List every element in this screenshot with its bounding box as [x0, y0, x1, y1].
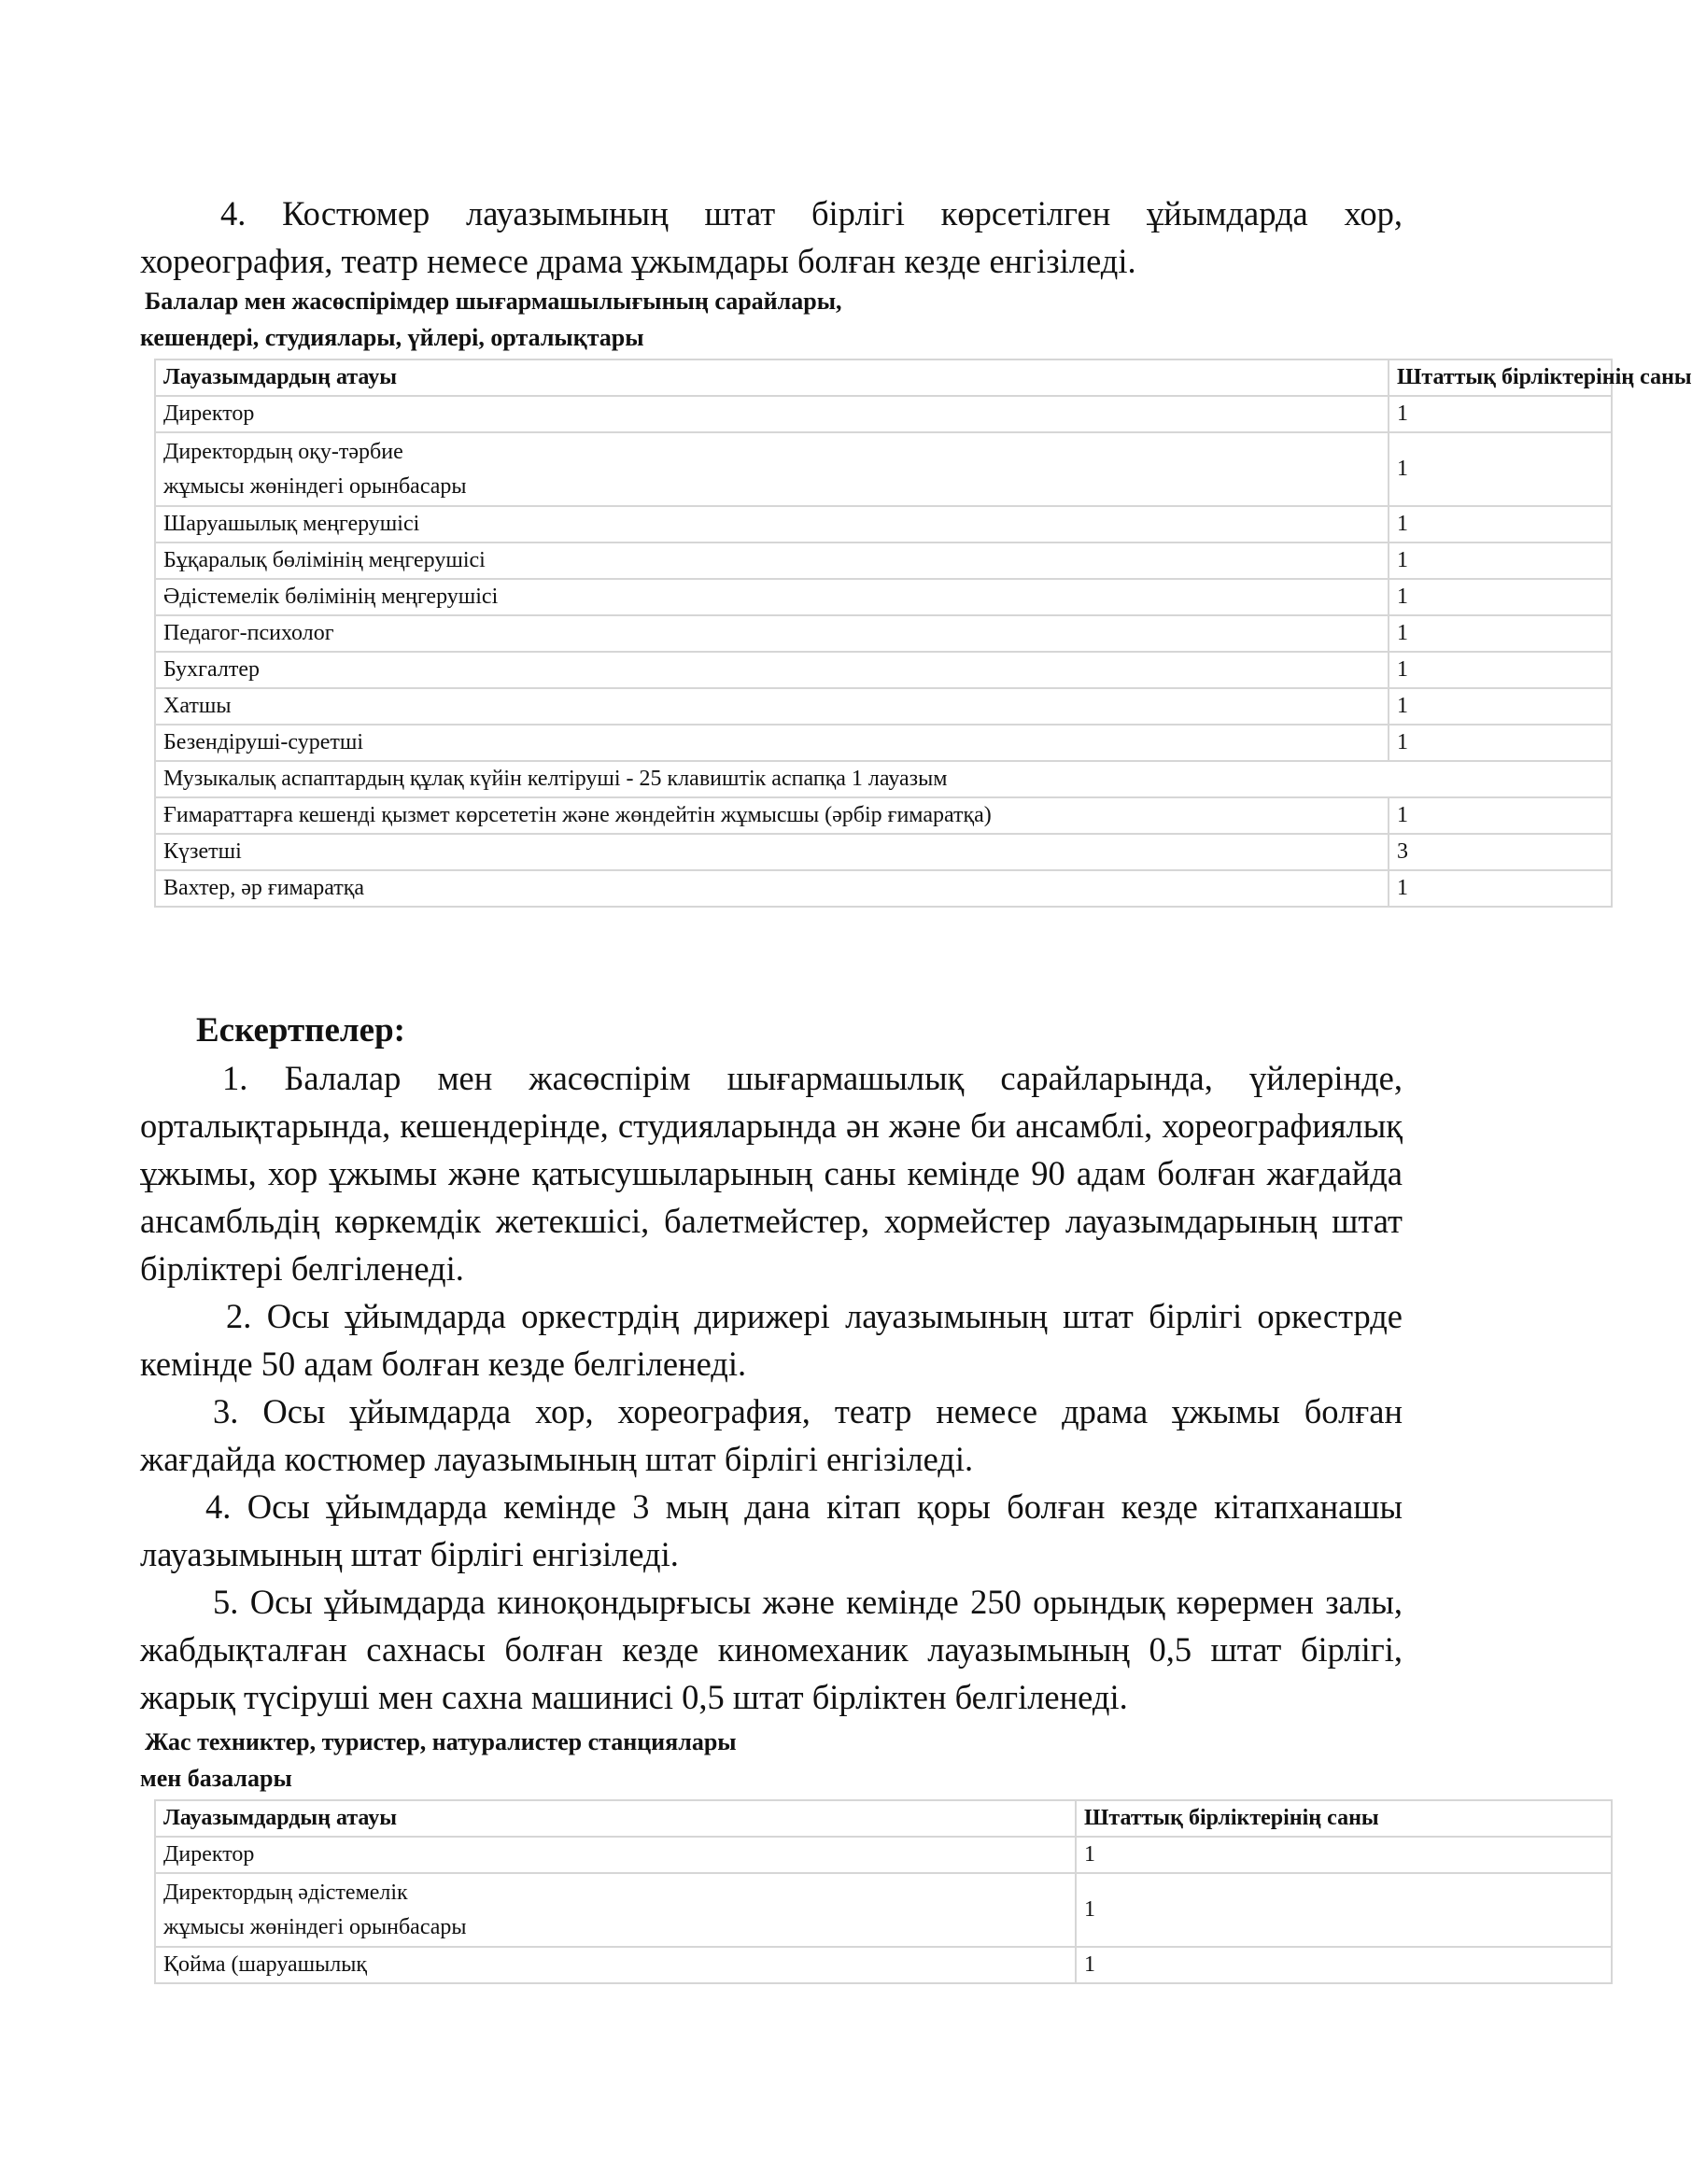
- position-count: 1: [1389, 542, 1612, 579]
- table-row: [155, 870, 1612, 907]
- position-count: 1: [1076, 1947, 1612, 1983]
- column-header-count: Штаттық бірліктерінің саны: [1389, 359, 1612, 396]
- position-name: Күзетші: [155, 834, 1389, 870]
- table-row: [155, 396, 1612, 432]
- position-count: 1: [1389, 432, 1612, 506]
- table-row: [155, 725, 1612, 761]
- intro-paragraph: 4. Костюмер лауазымының штат бірлігі көрсетілген ұйымдарда хор, хореография, театр немесе драма ұжымдары болған кезде енгізіледі.: [140, 194, 1403, 280]
- position-name: Безендіруші-суретші: [155, 725, 1389, 761]
- column-header-position: Лауазымдардың атауы: [155, 1800, 1076, 1837]
- staff-table-stations: [154, 1799, 1613, 1984]
- position-name-line1: Директордың оқу-тәрбие: [163, 439, 403, 464]
- note-item-2: 2. Осы ұйымдарда оркестрдің дирижері лауазымының штат бірлігі оркестрде кемінде 50 адам болған кезде белгіленеді.: [140, 1297, 1403, 1383]
- table-header-row: [155, 359, 1612, 396]
- position-count: 1: [1389, 688, 1612, 725]
- position-count: 1: [1389, 797, 1612, 834]
- note-item-5: 5. Осы ұйымдарда киноқондырғысы және кемінде 250 орындық көрермен залы, жабдықталған сахнасы болған кезде киномеханик лауазымының 0,5 штат бірлігі, жарық түсіруші мен сахна машинисі 0,5 штат бірліктен белгіленеді.: [140, 1583, 1403, 1716]
- column-header-position: Лауазымдардың атауы: [155, 359, 1389, 396]
- note-item-3: 3. Осы ұйымдарда хор, хореография, театр немесе драма ұжымы болған жағдайда костюмер лауазымының штат бірлігі енгізіледі.: [140, 1392, 1403, 1478]
- position-name: Ғимараттарға кешенді қызмет көрсететін және жөндейтін жұмысшы (әрбір ғимаратқа): [155, 797, 1389, 834]
- position-name: Шаруашылық меңгерушісі: [155, 506, 1389, 542]
- table-row: [155, 506, 1612, 542]
- note-item-1: 1. Балалар мен жасөспірім шығармашылық сарайларында, үйлерінде, орталықтарында, кешендерінде, студияларында ән және би ансамблі, хореографиялық ұжымы, хор ұжымы және қатысушыларының саны кемінде 90 адам болған жағдайда ансамбльдің көркемдік жетекшісі, балетмейстер, хормейстер лауазымдарының штат бірліктері белгіленеді.: [140, 1059, 1403, 1288]
- table-row: [155, 652, 1612, 688]
- position-name: Вахтер, әр ғимаратқа: [155, 870, 1389, 907]
- position-count: 1: [1076, 1837, 1612, 1873]
- table-row: [155, 615, 1612, 652]
- position-count: 3: [1389, 834, 1612, 870]
- note-item-4: 4. Осы ұйымдарда кемінде 3 мың дана кітап қоры болған кезде кітапханашы лауазымының штат бірлігі енгізіледі.: [140, 1487, 1403, 1573]
- position-count: 1: [1076, 1873, 1612, 1947]
- table-header-row: [155, 1800, 1612, 1837]
- position-count: 1: [1389, 396, 1612, 432]
- position-name: Директор: [155, 396, 1389, 432]
- table2-title-line1: Жас техниктер, туристер, натуралистер станциялары: [145, 1728, 737, 1755]
- position-name: Әдістемелік бөлімінің меңгерушісі: [155, 579, 1389, 615]
- position-name: [155, 1873, 1076, 1947]
- position-name: Қойма (шаруашылық: [155, 1947, 1076, 1983]
- table1-title-line1: Балалар мен жасөспірімдер шығармашылығының сарайлары,: [145, 288, 842, 315]
- table-row: [155, 688, 1612, 725]
- table-row: [155, 797, 1612, 834]
- position-count: 1: [1389, 615, 1612, 652]
- table1-title-line2: кешендері, студиялары, үйлері, орталықтары: [140, 324, 644, 351]
- table-row: [155, 542, 1612, 579]
- position-count: 1: [1389, 725, 1612, 761]
- table-row-spanning: [155, 761, 1612, 797]
- position-name: Бухгалтер: [155, 652, 1389, 688]
- position-count: 1: [1389, 506, 1612, 542]
- column-header-count: Штаттық бірліктерінің саны: [1076, 1800, 1612, 1837]
- position-count: 1: [1389, 870, 1612, 907]
- position-name: [155, 432, 1389, 506]
- position-name: Бұқаралық бөлімінің меңгерушісі: [155, 542, 1389, 579]
- position-count: 1: [1389, 652, 1612, 688]
- notes-title: Ескертпелер:: [196, 1011, 406, 1050]
- table-row: [155, 432, 1612, 506]
- position-name-line1: Директордың әдістемелік: [163, 1880, 408, 1905]
- position-name-line2: жұмысы жөніндегі орынбасары: [163, 473, 467, 499]
- table2-title-line2: мен базалары: [140, 1765, 292, 1792]
- table-row: [155, 834, 1612, 870]
- position-name: Педагог-психолог: [155, 615, 1389, 652]
- position-name: Директор: [155, 1837, 1076, 1873]
- position-count: 1: [1389, 579, 1612, 615]
- position-name-spanning: Музыкалық аспаптардың құлақ күйін келтіруші - 25 клавиштік аспапқа 1 лауазым: [155, 761, 1612, 797]
- position-name: Хатшы: [155, 688, 1389, 725]
- table-row: [155, 1837, 1612, 1873]
- position-name-line2: жұмысы жөніндегі орынбасары: [163, 1914, 467, 1939]
- table-row: [155, 579, 1612, 615]
- table-row: [155, 1873, 1612, 1947]
- staff-table-palaces: [154, 359, 1692, 908]
- table-row: [155, 1947, 1612, 1983]
